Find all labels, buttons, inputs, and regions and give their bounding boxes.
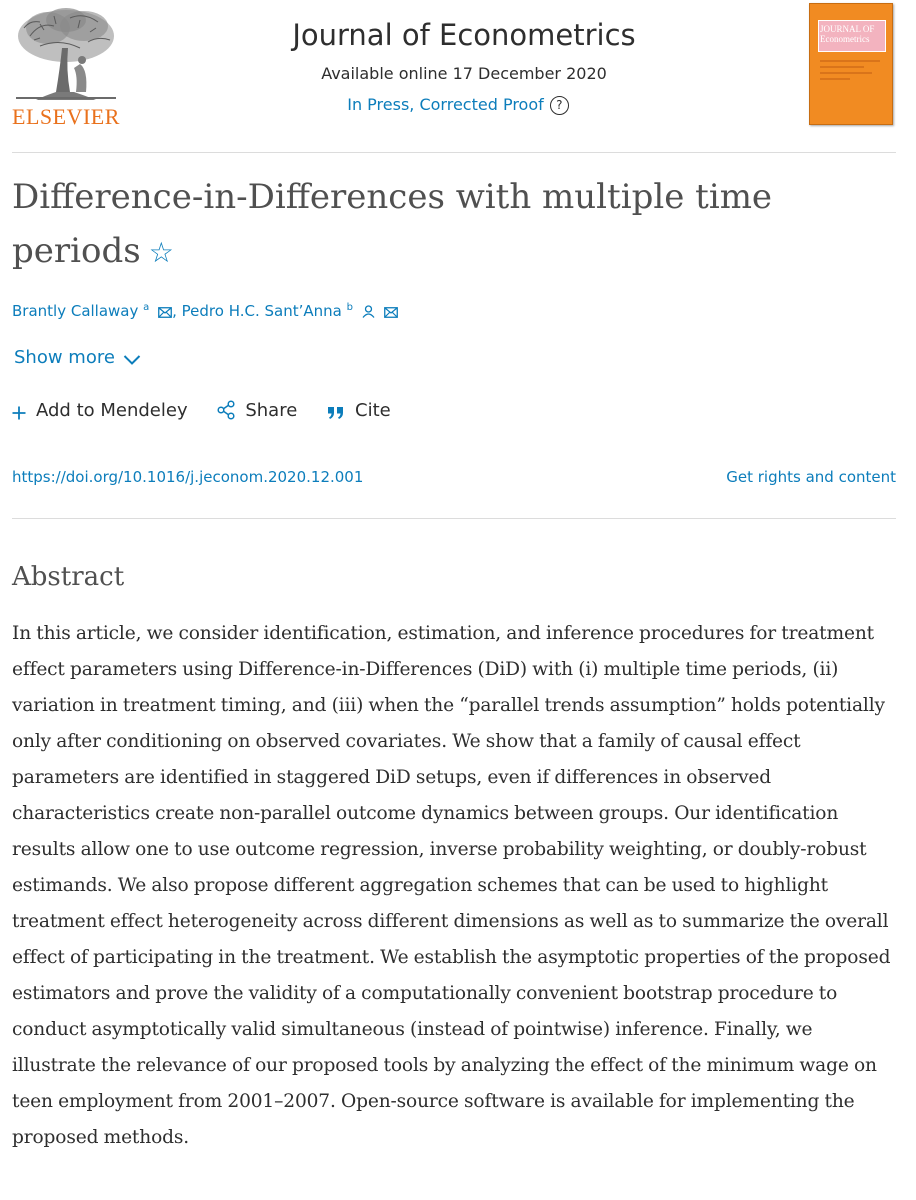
envelope-icon[interactable] <box>384 307 398 318</box>
add-to-mendeley-button[interactable] <box>12 400 188 421</box>
section-divider <box>12 518 896 519</box>
abstract-text: In this article, we consider identification, estimation, and inference procedures for treatment effect parameters using Difference-in-Differences (DiD) with (i) multiple time periods, (ii) variation in treatment timing, and (iii) when the “parallel trends assumption” holds potentially only after conditioning on observed covariates. We show that a family of causal effect parameters are identified in staggered DiD setups, even if differences in observed characteristics create non-parallel outcome dynamics between groups. Our identification results allow one to use outcome regression, inverse probability weighting, or doubly-robust estimands. We also propose different aggregation schemes that can be used to highlight treatment effect heterogeneity across different dimensions as well as to summarize the overall effect of participating in the treatment. We establish the asymptotic properties of the proposed estimators and prove the validity of a computationally convenient bootstrap procedure to conduct asymptotically valid simultaneous (instead of pointwise) inference. Finally, we illustrate the relevance of our proposed tools by analyzing the effect of the minimum wage on teen employment from 2001–2007. Open-source software is available for implementing the proposed methods. <box>12 623 891 1148</box>
author-name[interactable]: Brantly Callaway <box>12 302 139 320</box>
affiliation-marker[interactable]: b <box>346 302 353 313</box>
article-title-text: Difference-in-Differences with multiple time periods <box>12 177 773 271</box>
journal-title[interactable]: Journal of Econometrics <box>292 18 636 52</box>
author-separator: , <box>172 302 177 320</box>
article-status[interactable] <box>0 95 916 115</box>
chevron-down-icon[interactable] <box>123 354 141 366</box>
header-divider <box>12 152 896 153</box>
star-outline-icon[interactable]: ☆ <box>148 236 174 269</box>
affiliation-marker[interactable]: a <box>143 302 150 313</box>
envelope-icon[interactable] <box>158 307 172 318</box>
article-title <box>12 170 892 280</box>
cover-title: JOURNAL OF Econometrics <box>820 24 875 44</box>
article-status-label[interactable]: In Press, Corrected Proof <box>347 95 544 114</box>
cite-button[interactable] <box>327 400 391 421</box>
available-online-date: Available online 17 December 2020 <box>321 64 607 83</box>
get-rights-link[interactable]: Get rights and content <box>726 468 896 486</box>
doi-link[interactable]: https://doi.org/10.1016/j.jeconom.2020.12.001 <box>12 468 364 486</box>
add-to-mendeley-label: Add to Mendeley <box>36 400 188 421</box>
show-more-label[interactable]: Show more <box>14 347 115 368</box>
abstract-heading: Abstract <box>12 562 125 592</box>
elsevier-wordmark: ELSEVIER <box>12 104 120 129</box>
cite-label: Cite <box>355 400 391 421</box>
show-more-button[interactable] <box>14 347 141 368</box>
question-circle-icon[interactable]: ? <box>550 96 569 115</box>
journal-cover-image[interactable] <box>809 3 893 125</box>
share-label: Share <box>245 400 298 421</box>
share-icon <box>217 400 235 420</box>
cover-text-lines <box>820 60 880 84</box>
author-list <box>12 302 398 320</box>
person-icon[interactable] <box>362 305 375 318</box>
share-button[interactable] <box>217 400 297 421</box>
quote-icon <box>327 406 345 420</box>
article-actions <box>12 400 415 421</box>
plus-icon <box>12 406 26 420</box>
author-name[interactable]: Pedro H.C. Sant’Anna <box>181 302 342 320</box>
